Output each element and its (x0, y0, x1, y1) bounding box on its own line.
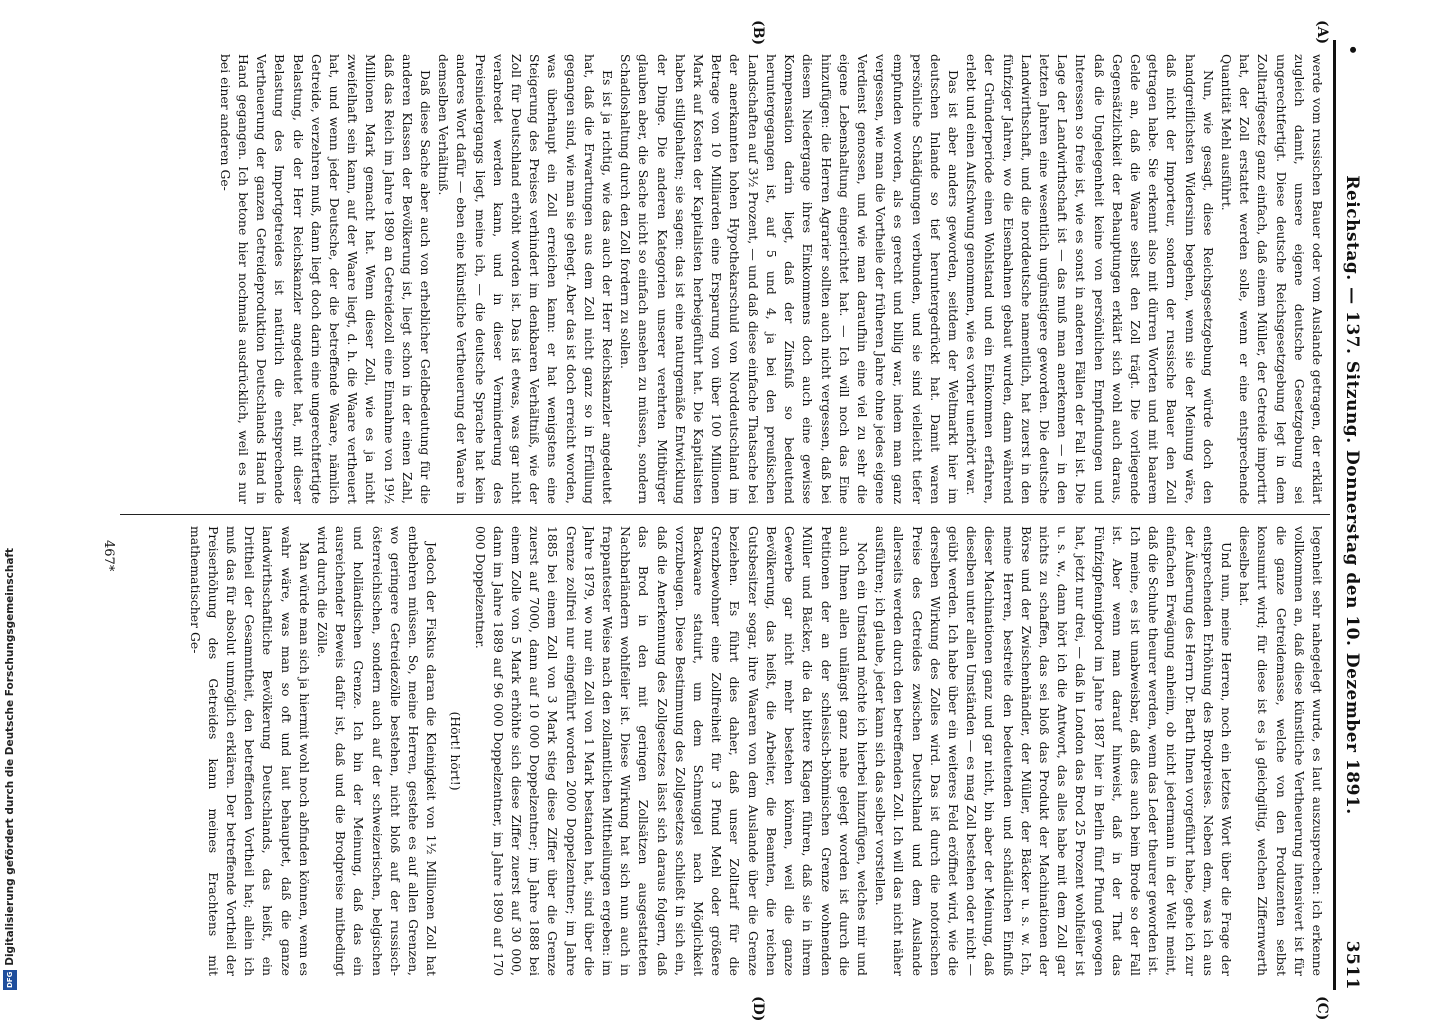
margin-marker-d: (D) (750, 996, 766, 1021)
paragraph: werde vom russischen Bauer oder vom Auslande getragen, der erklärt zugleich damit, unsere eigene deutsche Gesetzgebung sei ungerechtfertigt. Diese deutsche Reichsgesetzgebung legt in dem Zolltarifgesetz ganz einfach, daß einem Müller, der Getreide importirt hat, der Zoll erstattet werden solle, wenn er eine entsprechende Quantität Mehl ausführt. (1218, 54, 1325, 504)
scanned-page (76, 20, 1366, 1021)
page-number: 3511 (1342, 940, 1362, 990)
header-marker: • (1342, 44, 1362, 56)
paragraph: Es ist ja richtig, wie das auch der Herr Reichskanzler angedeutet hat, daß die Erwartungen aus dem Zoll nicht ganz so in Erfüllung gegangen sind, wie man sie gehegt. Aber das ist doch erreicht worden, was überhaupt ein Zoll erreichen kann: er hat wenigstens eine Steigerung des Preises verhindert im denkbaren Verhältniß, wie der Zoll für Deutschland erhöht worden ist. Das ist etwas, was gar nicht verabredet werden kann, und in dieser Verminderung des Preisniedergangs liegt, meine ich, — die deutsche Sprache hat kein anderes Wort dafür — eben eine künstliche Vertheuerung der Waare in demselben Verhältniß. (436, 54, 616, 504)
paragraph: Daß diese Sache aber auch von erheblicher Geldbedeutung für die anderen Klassen der Bevölkerung ist, liegt schon in der einen Zahl, daß das Reich im Jahre 1890 an Getreidezoll eine Einnahme von 19½ Millionen Mark gemacht hat. Wenn dieser Zoll, wie es ja nicht zweifelhaft sein kann, auf der Waare liegt, d. h. die Waare vertheuert hat, und wenn jeder Deutsche, der die betreffende Waare, nämlich Getreide, verzehren muß, dann liegt doch darin eine ungerechtfertigte Belastung, die der Herr Reichskanzler angedeutet hat, mit dieser Belastung des Importgetreides ist natürlich die entsprechende Vertheuerung der ganzen Getreideproduktion Deutschlands Hand in Hand gegangen. Ich betone hier nochmals ausdrücklich, weil es nur bei einer anderen Ge- (217, 54, 434, 504)
paragraph: Und nun, meine Herren, noch ein letztes Wort über die Frage der entsprechenden Erhöhung des Brodpreises. Neben dem, was ich aus der Äußerung des Herrn Dr. Barth Ihnen vorgeführt habe, gehe ich zur einfachen Erwägung anheim, ob nicht jedermann in der Welt meint, daß die Schuhe theurer werden, wenn das Leder theurer geworden ist. Ich meine, es ist unabweisbar, daß dies auch beim Brode so der Fall ist. Aber wenn man darauf hinweist, daß in der That das Fünfzigpfennigbrod im Jahre 1887 hier in Berlin fünf Pfund gewogen hat, jetzt nur drei, — daß in London das Brod 25 Prozent wohlfeiler ist u. s. w., dann hört ich die Antwort, das alles habe mit dem Zoll gar nichts zu schaffen, das sei bloß das Produkt der Machinationen der Börse und der Zwischenhändler, der Müller, der Bäcker u. s. w. Ich, meine Herren, bestreite den bedeutenden und schädlichen Einfluß dieser Machinationen ganz und gar nicht, bin aber der Meinung, daß dieselben unter allen Umständen — es mag Zoll bestehen oder nicht — geübt werden. Ich habe über ein weiteres Feld eröffnet wird, wie die derselben Wirkung des Zolles wird. Das ist durch die notorischen Preise des Getreides zwischen Deutschland und dem Auslande allerseits werden durch den betreffenden Zoll. Ich will das nicht näher ausführen; ich glaube, jeder kann sich das selber vorstellen. (873, 526, 1234, 976)
margin-marker-b: (B) (750, 20, 766, 46)
interjection: (Hört! hört!) (448, 711, 464, 791)
page-header (1338, 40, 1366, 990)
column-divider (120, 514, 1330, 515)
paragraph: Das ist aber anders geworden, seitdem der Weltmarkt hier im deutschen Inlande so tief heruntergedrückt hat. Damit waren persönliche Schädigungen verbunden, und sie sind vielleicht tiefer empfunden worden, als es gerecht und billig war, indem man ganz vergessen, wie man die Vortheile der früheren Jahre ohne jedes eigene Verdienst genossen, und wie man daraufhin eine viel zu sehr die eigene Lebenshaltung eingerichtet hat. — Ich will noch das Eine hinzufügen: die Herren Agrarier sollten auch nicht vergessen, daß bei diesem Niedergange ihres Einkommens doch auch eine gewisse Kompensation darin liegt, daß der Zinsfuß so bedeutend heruntergegangen ist, auf 5 und 4, ja bei den preußischen Landschaften auf 3½ Prozent, — und daß diese einfache Thatsache bei der anerkannten hohen Hypothekarschuld von Norddeutschland im Betrage von 10 Milliarden eine Ersparung von über 100 Millionen Mark auf Kosten der Kapitalisten herbeigeführt hat. Die Kapitalisten haben stillgehalten; sie sagen: das ist eine naturgemäße Entwicklung der Dinge. Die anderen Kategorien unserer verehrten Mitbürger glauben aber, die Sache nicht so einfach ansehen zu müssen, sondern Schadloshaltung durch den Zoll fordern zu sollen. (618, 54, 961, 504)
sheet-signature: 467* (101, 540, 116, 572)
footer-credit: Digitalisierung gefördert durch die Deutsche Forschungsgemeinschaft (4, 548, 16, 966)
margin-marker-a: (A) (1314, 20, 1330, 45)
right-column (126, 526, 1326, 976)
paragraph: Man würde man sich ja hiermit wohl noch abfinden können, wenn es wahr wäre, was man so oft und laut behauptet, daß die ganze landwirthschaftliche Bevölkerung Deutschlands, das heißt, ein Drittheil der Gesammtheit, den betreffenden Vortheil hat; allein ich muß das für absolut unmöglich erklären. Der betreffende Vortheil der Preiserhöhung des Getreides kann meines Erachtens mit mathematischer Ge- (187, 526, 312, 976)
digitization-footer (2, 10, 18, 990)
margin-marker-c: (C) (1314, 996, 1330, 1021)
page-title: Reichstag. — 137. Sitzung. Donnerstag den 10. Dezember 1891. (1342, 175, 1362, 815)
header-rule (1333, 40, 1336, 990)
left-column (126, 54, 1326, 504)
paragraph: legenheit sehr nahegelegt wurde, es laut auszusprechen: ich erkenne vollkommen an, daß diese künstliche Vertheuerung intensivert ist für die ganze Getreidemasse, welche von den Produzenten selbst konsumirt wird; für diese ist es ja gleichgiltig, welchen Ziffernwerth dieselbe hat. (1237, 526, 1325, 976)
paragraph: Nun, wie gesagt, diese Reichsgesetzgebung würde doch den handgreiflichsten Widersinn begehen, wenn sie der Meinung wäre, daß nicht der Importeur, sondern der russische Bauer den Zoll getragen habe. Sie erkennt also mit dürren Worten und mit baarem Gelde an, daß die Waare selbst den Zoll trägt. Die vorliegende Gegensätzlichkeit der Behauptungen erklärt sich wohl auch daraus, daß die Ungelegenheit keine von persönlichen Empfindungen und Interessen so freie ist, wie es sonst in anderen Fällen der Fall ist. Die Lage der Landwirthschaft ist — das muß man anerkennen — in den letzten Jahren eine wesentlich ungünstigere geworden. Die deutsche Landwirthschaft, und die norddeutsche namentlich, hat zuerst in den fünfziger Jahren, wo die Eisenbahnen gebaut wurden, dann während der Gründerperiode einen Wohlstand und ein Einkommen erfahren, erlebt und einen Aufschwung genommen, wie es vorher unerhört war. (964, 54, 1216, 504)
paragraph: Noch ein Umstand möchte ich hierbei hinzufügen, welches mir und auch Ihnen allen unlängst ganz nahe gelegt worden ist durch die Petitionen der an der schlesisch-böhmischen Grenze wohnenden Müller und Bäcker, die da bittere Klagen führen, daß sie in ihrem Gewerbe gar nicht mehr bestehen können, weil die ganze Bevölkerung, das heißt, die Arbeiter, die Beamten, die reichen Gutsbesitzer sogar, ihre Waaren von dem Auslande über die Grenze beziehen. Es führt dies daher, daß unser Zolltarif für die Grenzbewohner eine Zollfreiheit für 3 Pfund Mehl oder größere Backwaare statuirt, um dem Schmuggel nach Möglichkeit vorzubeugen. Diese Bestimmung des Zollgesetzes schließt in sich ein, daß die Anerkennung des Zollgesetzes lässt sich daraus folgern, daß das Brod in den mit geringen Zollsätzen ausgestatteten Nachbarländern wohlfeiler ist. Diese Wirkung hat sich nun auch in frappantester Weise nach den zollamtlichen Mittheilungen ergeben: im Jahre 1879, wo nur ein Zoll von 1 Mark bestanden hat, sind über die Grenze zollfrei nur eingeführt worden 2000 Doppelzentner; im Jahre 1885 bei einem Zoll von 3 Mark stieg diese Ziffer über die Grenze zuerst auf 7000, dann auf 10 000 Doppelzentner; im Jahre 1888 bei einem Zolle von 5 Mark erhöhte sich diese Ziffer zuerst auf 30 000, dann im Jahre 1889 auf 96 000 Doppelzentner, im Jahre 1890 auf 170 000 Doppelzentner. (472, 526, 870, 976)
dfg-logo-icon: DFG (3, 970, 17, 990)
paragraph: Jedoch der Fiskus daran die Kleinigkeit von 1½ Millionen Zoll hat entbehren müssen. So, meine Herren, gestehe es auf allen Grenzen, wo geringere Getreidezölle bestehen, nicht bloß auf der russisch-österreichischen, sondern auch auf der schweizerischen, belgischen und holländischen Grenze. Ich bin der Meinung, daß das ein ausreichender Beweis dafür ist, daß und die Brodpreise mitbedingt wird durch die Zölle. (315, 526, 440, 976)
